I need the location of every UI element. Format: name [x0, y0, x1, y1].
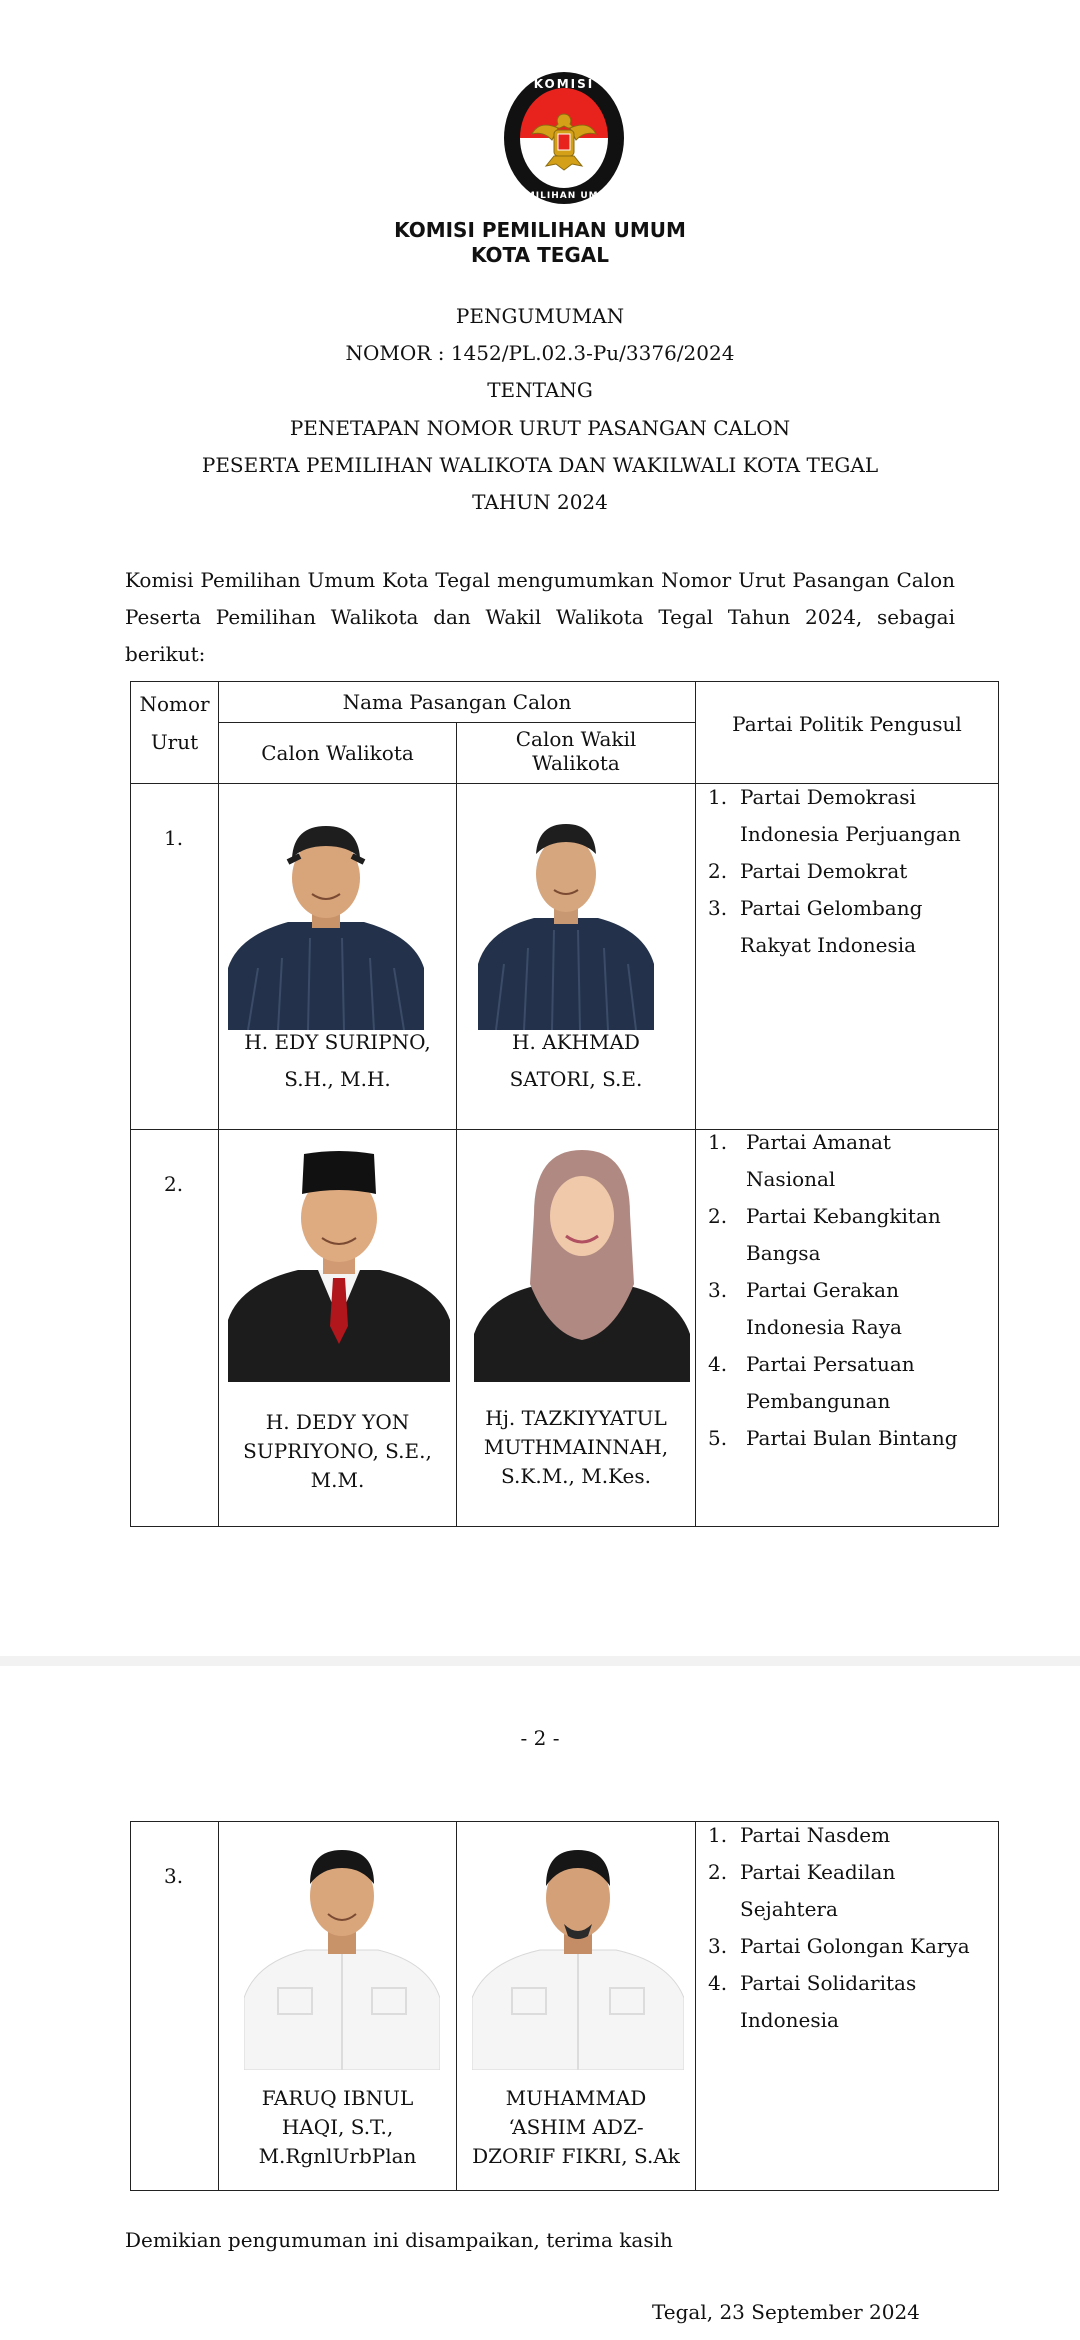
row2-walikota-name [219, 1408, 456, 1495]
row2-wakil-name-line3: S.K.M., M.Kes. [501, 1464, 651, 1488]
party-name-line: Sejahtera [740, 1897, 838, 1921]
header-calon-walikota: Calon Walikota [218, 722, 457, 784]
sign-date: Tegal, 23 September 2024 [652, 2300, 920, 2324]
party-name-line: Indonesia Perjuangan [740, 822, 961, 846]
row2-party-list [708, 1124, 998, 1457]
party-item: 4. Partai Persatuan [708, 1352, 915, 1376]
header-nomor-urut [130, 681, 219, 784]
row1-number: 1. [164, 826, 184, 850]
party-item-cont [708, 816, 998, 853]
logo-text-bottom: PEMILIHAN UMUM [511, 191, 617, 201]
announcement-subject-2: PESERTA PEMILIHAN WALIKOTA DAN WAKILWALI KOTA TEGAL [201, 453, 879, 477]
row2-wakil-name-line2: MUTHMAINNAH, [483, 1435, 669, 1459]
header-nama-pasangan: Nama Pasangan Calon [218, 681, 696, 723]
row2-number: 2. [164, 1172, 184, 1196]
page-separator [0, 1656, 1080, 1666]
party-item: 1. Partai Demokrasi [708, 785, 916, 809]
party-item: 3. Partai Gerakan [708, 1278, 899, 1302]
intro-paragraph: Komisi Pemilihan Umum Kota Tegal mengumumkan Nomor Urut Pasangan Calon Peserta Pemilihan Walikota dan Wakil Walikota Tegal Tahun 2024, sebagai berikut: [125, 568, 955, 666]
row2-walikota-name-line1: H. DEDY YON [265, 1410, 410, 1434]
party-name-line: Partai Gerakan [746, 1278, 899, 1302]
party-name-line: Partai Golongan Karya [740, 1934, 970, 1958]
party-item: 3. Partai Golongan Karya [708, 1934, 970, 1958]
candidate-photo-tazkiyyatul-muthmainnah [474, 1144, 690, 1382]
party-name-line: Partai Amanat [746, 1130, 891, 1154]
kpu-logo [502, 70, 626, 206]
party-item-cont [708, 1161, 998, 1198]
institution-name: KOMISI PEMILIHAN UMUM [394, 218, 686, 242]
party-name-line: Partai Demokrat [740, 859, 908, 883]
announcement-number: NOMOR : 1452/PL.02.3-Pu/3376/2024 [345, 341, 735, 365]
candidate-photo-akhmad-satori [478, 818, 654, 1030]
party-name-line: Rakyat Indonesia [740, 933, 917, 957]
row3-walikota-name-line3: M.RgnlUrbPlan [258, 2144, 417, 2168]
party-name-line: Indonesia [740, 2008, 839, 2032]
row1-walikota-name [219, 1024, 456, 1098]
party-item: 1. Partai Nasdem [708, 1823, 891, 1847]
row3-wakil-name-line3: DZORIF FIKRI, S.Ak [472, 2144, 680, 2168]
candidate-photo-faruq-ibnul-haqi [244, 1838, 440, 2070]
announcement-subject-1: PENETAPAN NOMOR URUT PASANGAN CALON [289, 416, 791, 440]
party-name-line: Partai Keadilan [740, 1860, 896, 1884]
candidate-photo-muhammad-ashim [472, 1842, 684, 2070]
row2-walikota-name-line3: M.M. [310, 1468, 365, 1492]
party-item: 4. Partai Solidaritas [708, 1971, 917, 1995]
party-item-cont [708, 927, 998, 964]
closing-statement: Demikian pengumuman ini disampaikan, terima kasih [125, 2228, 673, 2252]
party-name-line: Partai Gelombang [740, 896, 923, 920]
party-name-line: Partai Bulan Bintang [746, 1426, 958, 1450]
announcement-about: TENTANG [487, 378, 593, 402]
announcement-title: PENGUMUMAN [455, 304, 625, 328]
party-item-cont [708, 1383, 998, 1420]
header-calon-wakil: Calon Wakil Walikota [456, 722, 696, 784]
party-item-cont [708, 1309, 998, 1346]
institution-city: KOTA TEGAL [470, 243, 610, 267]
row1-wakil-name-line2: SATORI, S.E. [509, 1067, 643, 1091]
row1-wakil-name-line1: H. AKHMAD [512, 1030, 640, 1054]
header-nomor-line1: Nomor [139, 692, 210, 716]
party-name-line: Bangsa [746, 1241, 821, 1265]
party-item: 1. Partai Amanat [708, 1130, 891, 1154]
party-name-line: Partai Kebangkitan [746, 1204, 941, 1228]
row2-wakil-name [457, 1404, 695, 1491]
row1-walikota-name-line2: S.H., M.H. [284, 1067, 391, 1091]
party-item: 5. Partai Bulan Bintang [708, 1426, 958, 1450]
row3-walikota-name-line1: FARUQ IBNUL [261, 2086, 414, 2110]
party-item: 2. Partai Demokrat [708, 859, 908, 883]
party-name-line: Partai Demokrasi [740, 785, 916, 809]
row3-walikota-name-line2: HAQI, S.T., [281, 2115, 394, 2139]
candidate-photo-dedy-yon-supriyono [228, 1150, 450, 1382]
row3-wakil-name-line1: MUHAMMAD [505, 2086, 647, 2110]
row3-wakil-name [457, 2084, 695, 2171]
header-partai-pengusul: Partai Politik Pengusul [695, 681, 999, 784]
row1-party-list [708, 779, 998, 964]
header-nomor-line2: Urut [150, 730, 199, 754]
party-item: 2. Partai Keadilan [708, 1860, 896, 1884]
party-item-cont [708, 2002, 998, 2039]
row3-walikota-name [219, 2084, 456, 2171]
party-name-line: Nasional [746, 1167, 836, 1191]
party-name-line: Pembangunan [746, 1389, 891, 1413]
logo-text-top: KOMISI [533, 77, 595, 91]
row2-wakil-name-line1: Hj. TAZKIYYATUL [485, 1406, 667, 1430]
row1-walikota-name-line1: H. EDY SURIPNO, [244, 1030, 431, 1054]
party-name-line: Indonesia Raya [746, 1315, 902, 1339]
row3-number: 3. [164, 1864, 184, 1888]
party-name-line: Partai Persatuan [746, 1352, 915, 1376]
party-item: 3. Partai Gelombang [708, 896, 923, 920]
party-item-cont [708, 1235, 998, 1272]
party-name-line: Partai Nasdem [740, 1823, 891, 1847]
party-item: 2. Partai Kebangkitan [708, 1204, 941, 1228]
row3-party-list [708, 1817, 998, 2039]
announcement-year: TAHUN 2024 [472, 490, 608, 514]
row1-wakil-name [457, 1024, 695, 1098]
document-page-2 [0, 1666, 1080, 2340]
row3-wakil-name-line2: ‘ASHIM ADZ- [508, 2115, 644, 2139]
party-name-line: Partai Solidaritas [740, 1971, 917, 1995]
party-item-cont [708, 1891, 998, 1928]
row2-walikota-name-line2: SUPRIYONO, S.E., [243, 1439, 432, 1463]
candidate-photo-edy-suripno [228, 818, 424, 1030]
page-number: - 2 - [520, 1726, 560, 1750]
